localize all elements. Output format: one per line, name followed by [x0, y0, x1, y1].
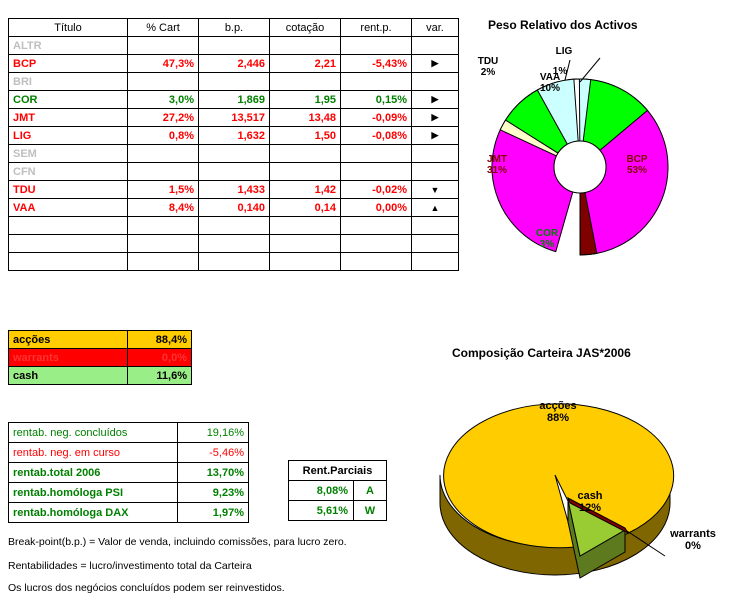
results-row [9, 423, 249, 443]
cell-var: ▼ [412, 181, 459, 199]
cell-titulo: COR [9, 91, 128, 109]
cell-titulo: JMT [9, 109, 128, 127]
header-var: var. [412, 19, 459, 37]
cell-titulo: BRI [9, 73, 128, 91]
results-label: rentab. neg. concluídos [9, 423, 178, 443]
pie3d-label-warrants-name: warrants [670, 528, 716, 540]
results-value: -5,46% [178, 443, 249, 463]
donut-label-tdu-name: TDU [477, 56, 499, 67]
donut-label-cor [525, 228, 569, 250]
cell-rent: -5,43% [341, 55, 412, 73]
allocation-table [8, 330, 192, 385]
results-table [8, 422, 249, 523]
cell-titulo [9, 253, 128, 271]
header-bp: b.p. [199, 19, 270, 37]
table-row [9, 109, 459, 127]
donut-label-jmt-value: 31% [486, 165, 507, 176]
pie3d-label-cash-name: cash [577, 490, 603, 502]
results-label: rentab.homóloga PSI [9, 483, 178, 503]
cell-var: ▶ [412, 55, 459, 73]
cell-rent: -0,09% [341, 109, 412, 127]
cell-cart [128, 217, 199, 235]
allocation-value: 88,4% [128, 331, 192, 349]
donut-label-cor-name: COR [535, 228, 559, 239]
cell-cotacao [270, 73, 341, 91]
cell-rent [341, 163, 412, 181]
donut-label-tdu-value: 2% [480, 67, 496, 78]
table-row [9, 217, 459, 235]
allocation-label: cash [9, 367, 128, 385]
table-row [9, 91, 459, 109]
allocation-label: warrants [9, 349, 128, 367]
cell-cart [128, 235, 199, 253]
cell-rent [341, 217, 412, 235]
leader-line-lig [580, 58, 600, 82]
cell-bp: 13,517 [199, 109, 270, 127]
allocation-row-warrants [9, 349, 192, 367]
table-row [9, 181, 459, 199]
cell-rent: 0,15% [341, 91, 412, 109]
cell-titulo: BCP [9, 55, 128, 73]
results-value: 19,16% [178, 423, 249, 443]
table-row [9, 73, 459, 91]
cell-bp: 2,446 [199, 55, 270, 73]
donut-label-jmt [475, 154, 519, 176]
results-label: rentab. neg. em curso [9, 443, 178, 463]
cell-cotacao [270, 217, 341, 235]
partial-row [289, 481, 387, 501]
cell-cotacao: 1,50 [270, 127, 341, 145]
cell-bp: 1,433 [199, 181, 270, 199]
pie3d-label-cash-value: 12% [578, 502, 602, 514]
cell-var: ▲ [412, 199, 459, 217]
cell-rent [341, 37, 412, 55]
assets-table [8, 18, 459, 271]
cell-cart [128, 73, 199, 91]
donut-label-lig-name: LIG [555, 46, 573, 57]
table-row [9, 235, 459, 253]
cell-cart: 8,4% [128, 199, 199, 217]
pie3d-label-warrants-value: 0% [685, 540, 701, 552]
cell-bp: 1,632 [199, 127, 270, 145]
cell-cart [128, 145, 199, 163]
partial-results-table [288, 460, 387, 521]
donut-label-vaa-name: VAA [539, 72, 561, 83]
donut-label-vaa-value: 10% [539, 83, 560, 94]
cell-cart: 47,3% [128, 55, 199, 73]
pie3d-label-cash [560, 490, 620, 514]
cell-var: ▶ [412, 127, 459, 145]
pie3d-label-warrants [660, 528, 726, 552]
results-row [9, 443, 249, 463]
cell-rent: 0,00% [341, 199, 412, 217]
cell-bp [199, 217, 270, 235]
results-value: 13,70% [178, 463, 249, 483]
results-row [9, 503, 249, 523]
partial-row [289, 501, 387, 521]
cell-bp: 0,140 [199, 199, 270, 217]
table-row [9, 145, 459, 163]
donut-label-bcp-value: 53% [626, 165, 647, 176]
cell-titulo: TDU [9, 181, 128, 199]
cell-cart: 27,2% [128, 109, 199, 127]
header-rent: rent.p. [341, 19, 412, 37]
cell-cart: 3,0% [128, 91, 199, 109]
cell-cotacao: 13,48 [270, 109, 341, 127]
pie3d-label-accoes-value: 88% [546, 412, 570, 424]
pie3d-accoes-top [444, 404, 674, 548]
allocation-row-cash [9, 367, 192, 385]
partial-tag: W [354, 501, 387, 521]
cell-rent: -0,02% [341, 181, 412, 199]
cell-cart [128, 253, 199, 271]
partial-header: Rent.Parciais [289, 461, 387, 481]
table-row [9, 127, 459, 145]
cell-titulo: CFN [9, 163, 128, 181]
cell-bp [199, 235, 270, 253]
cell-cotacao [270, 145, 341, 163]
pie3d-chart-title: Composição Carteira JAS*2006 [452, 346, 631, 360]
cell-cotacao [270, 235, 341, 253]
note-lucros: Os lucros dos negócios concluídos podem ser reinvestidos. [8, 582, 285, 594]
cell-titulo: ALTR [9, 37, 128, 55]
cell-titulo [9, 235, 128, 253]
cell-rent [341, 235, 412, 253]
results-row [9, 463, 249, 483]
cell-cart [128, 37, 199, 55]
results-row [9, 483, 249, 503]
results-label: rentab.total 2006 [9, 463, 178, 483]
results-label: rentab.homóloga DAX [9, 503, 178, 523]
cell-cart [128, 163, 199, 181]
cell-cart: 0,8% [128, 127, 199, 145]
cell-bp [199, 163, 270, 181]
cell-var: ▶ [412, 109, 459, 127]
cell-titulo [9, 217, 128, 235]
note-breakpoint: Break-point(b.p.) = Valor de venda, incluindo comissões, para lucro zero. [8, 536, 347, 548]
cell-var: ▶ [412, 91, 459, 109]
cell-bp [199, 145, 270, 163]
donut-label-cor-value: 3% [539, 239, 555, 250]
cell-cotacao: 0,14 [270, 199, 341, 217]
header-cart: % Cart [128, 19, 199, 37]
donut-label-bcp-name: BCP [626, 154, 648, 165]
allocation-label: acções [9, 331, 128, 349]
donut-label-lig-value-text: 1% [552, 66, 568, 77]
table-row [9, 199, 459, 217]
cell-bp [199, 37, 270, 55]
cell-cotacao: 1,42 [270, 181, 341, 199]
table-row [9, 253, 459, 271]
pie3d-label-accoes [518, 400, 598, 424]
cell-cotacao: 1,95 [270, 91, 341, 109]
table-row [9, 163, 459, 181]
partial-tag: A [354, 481, 387, 501]
partial-header-row [289, 461, 387, 481]
donut-label-bcp [615, 154, 659, 176]
cell-rent [341, 73, 412, 91]
pie3d-label-accoes-name: acções [539, 400, 577, 412]
cell-cart: 1,5% [128, 181, 199, 199]
donut-label-tdu [468, 56, 508, 78]
cell-rent [341, 253, 412, 271]
table-row [9, 37, 459, 55]
cell-bp: 1,869 [199, 91, 270, 109]
cell-cotacao [270, 163, 341, 181]
donut-label-vaa [530, 72, 570, 94]
note-rentabilidades: Rentabilidades = lucro/investimento total da Carteira [8, 560, 252, 572]
cell-bp [199, 73, 270, 91]
cell-rent: -0,08% [341, 127, 412, 145]
cell-rent [341, 145, 412, 163]
cell-cotacao: 2,21 [270, 55, 341, 73]
donut-chart [420, 42, 720, 292]
header-titulo: Título [9, 19, 128, 37]
table-header-row [9, 19, 459, 37]
donut-label-lig [544, 46, 584, 57]
table-row [9, 55, 459, 73]
allocation-row-accoes [9, 331, 192, 349]
cell-titulo: VAA [9, 199, 128, 217]
cell-titulo: LIG [9, 127, 128, 145]
cell-titulo: SEM [9, 145, 128, 163]
header-cotacao: cotação [270, 19, 341, 37]
donut-chart-svg [420, 42, 720, 292]
donut-label-jmt-name: JMT [487, 154, 507, 165]
partial-value: 8,08% [289, 481, 354, 501]
results-value: 9,23% [178, 483, 249, 503]
cell-cotacao [270, 37, 341, 55]
cell-bp [199, 253, 270, 271]
allocation-value: 0,0% [128, 349, 192, 367]
results-value: 1,97% [178, 503, 249, 523]
partial-value: 5,61% [289, 501, 354, 521]
allocation-value: 11,6% [128, 367, 192, 385]
cell-cotacao [270, 253, 341, 271]
donut-hole [554, 141, 606, 193]
pie3d-chart [420, 370, 730, 595]
donut-chart-title: Peso Relativo dos Activos [488, 18, 638, 32]
